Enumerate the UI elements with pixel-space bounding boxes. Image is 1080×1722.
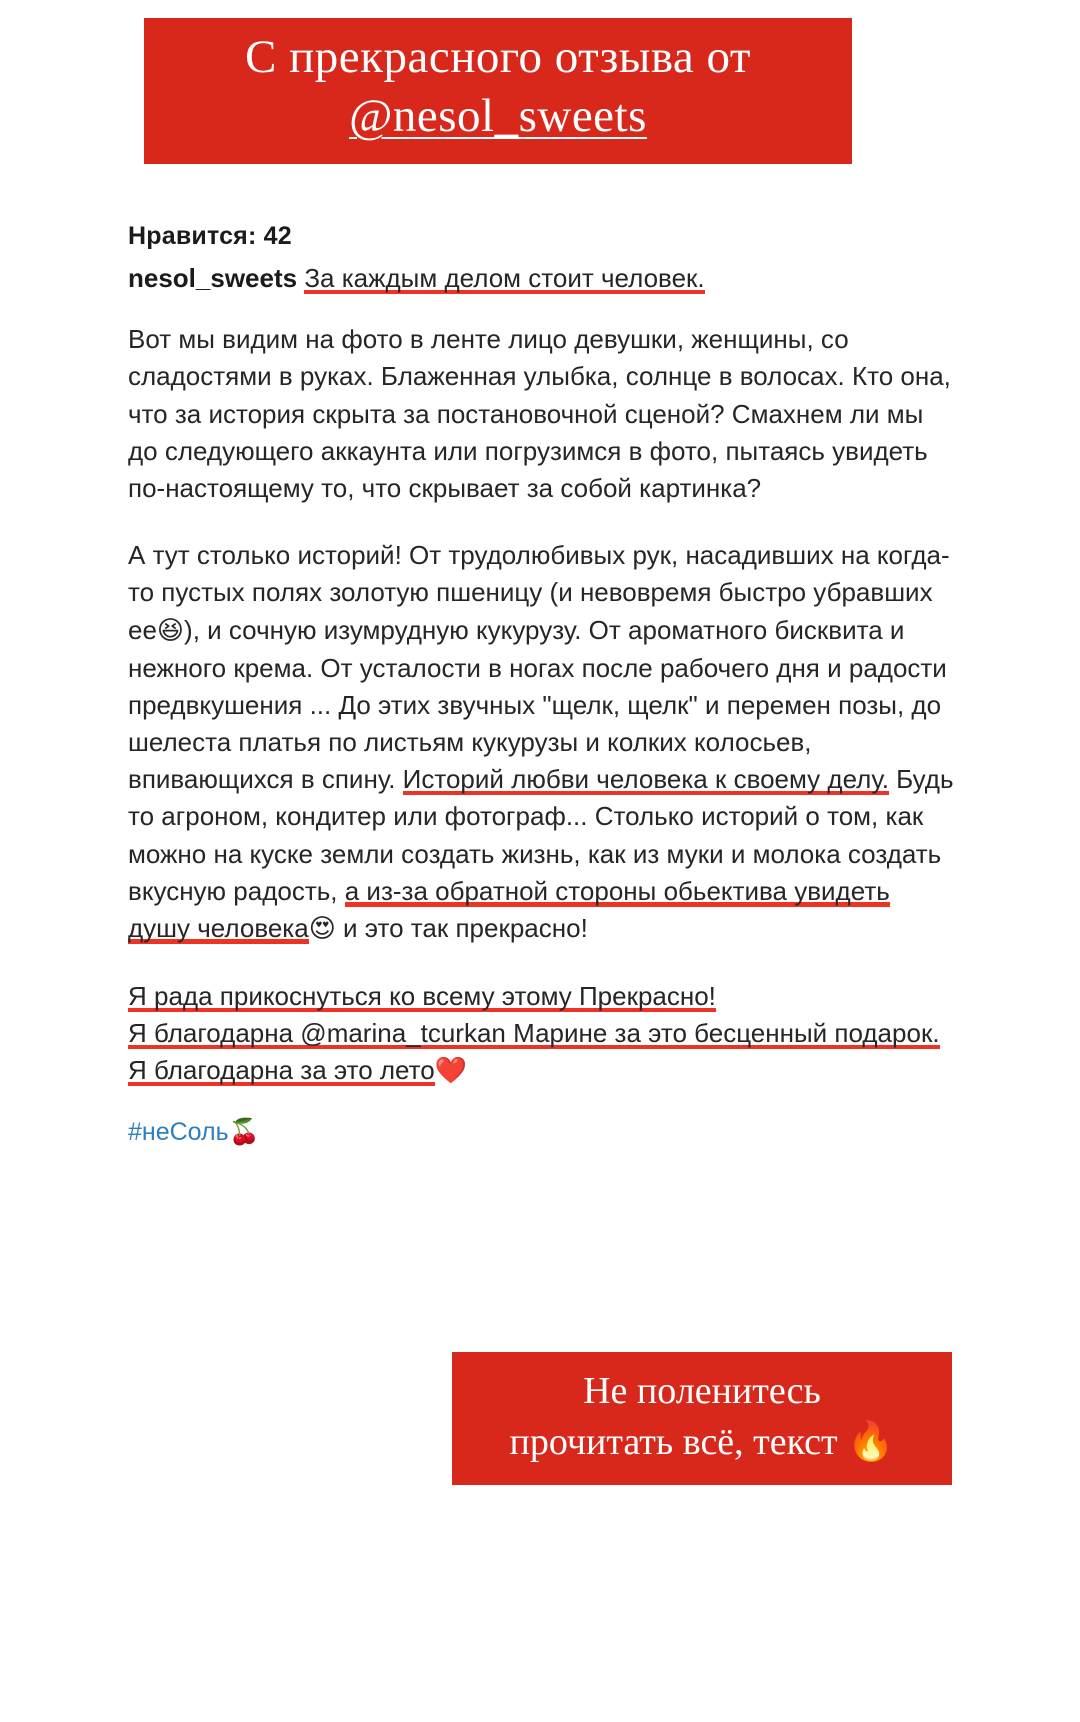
paragraph-3	[128, 978, 958, 1091]
paragraph-2-underline-1: Историй любви человека к своему делу.	[402, 764, 889, 795]
top-banner-handle: @nesol_sweets	[349, 89, 647, 142]
mention-marina-tcurkan[interactable]: @marina_tcurkan	[300, 1018, 506, 1049]
hashtag-nesol[interactable]	[128, 1117, 958, 1147]
top-red-banner	[144, 18, 852, 164]
paragraph-3-line-2-suffix: Марине за это бесценный подарок.	[505, 1018, 940, 1049]
paragraph-2-part-2: ), и сочную изумрудную кукурузу. От ароматного бисквита и нежного крема. От усталости в ногах после рабочего дня и радости предвкушения ... До этих звучных "щелк, щелк" и перемен позы, до шелеста платья по листьям кукурузы и колких колосьев, впивающихся в спину.	[128, 614, 947, 795]
top-banner-line-1: С прекрасного отзыва от	[245, 31, 751, 83]
paragraph-3-line-1: Я рада прикоснуться ко всему этому Прекрасно!	[128, 981, 716, 1012]
bottom-red-banner	[452, 1352, 952, 1485]
bottom-banner-line-2-text: прочитать всё, текст	[509, 1421, 838, 1464]
heart-eyes-emoji: 😍	[308, 913, 336, 944]
likes-count: Нравится: 42	[128, 222, 292, 250]
fire-emoji: 🔥	[847, 1419, 895, 1464]
paragraph-2	[128, 537, 958, 948]
red-heart-emoji: ❤️	[434, 1056, 468, 1087]
laughing-emoji: 😆	[156, 615, 185, 646]
caption-first-line	[128, 261, 958, 295]
bottom-banner-line-1: Не поленитесь	[583, 1370, 821, 1412]
cherries-icon: 🍒	[228, 1116, 260, 1146]
paragraph-2-part-3: Будь то агроном, кондитер или фотограф... Столько историй о том, как можно на куске земли создать жизнь, как из муки и молока создать вкусную радость,	[128, 764, 954, 906]
paragraph-2-part-1: А тут столько историй! От трудолюбивых рук, насадивших на когда-то пустых полях золотую пшеницу (и невовремя быстро убравших ее	[128, 540, 950, 645]
paragraph-1: Вот мы видим на фото в ленте лицо девушки, женщины, со сладостями в руках. Блаженная улыбка, солнце в волосах. Кто она, что за история скрыта за постановочной сценой? Смахнем ли мы до следующего аккаунта или погрузимся в фото, пытаясь увидеть по-настоящему то, что скрывает за собой картинка?	[128, 324, 951, 503]
caption-lead-underlined: За каждым делом стоит человек.	[304, 263, 705, 293]
post-username[interactable]: nesol_sweets	[128, 263, 298, 293]
paragraph-3-line-3: Я благодарна за это лето	[128, 1055, 435, 1086]
paragraph-2-part-4: и это так прекрасно!	[335, 912, 588, 943]
bottom-banner-line-2	[452, 1416, 952, 1467]
hashtag-label: #неСоль	[128, 1117, 229, 1146]
paragraph-2-underline-2: а из-за обратной стороны обьектива увидеть душу человека	[128, 875, 890, 943]
post-content	[128, 222, 958, 1147]
paragraph-3-line-2-prefix: Я благодарна	[128, 1018, 301, 1049]
